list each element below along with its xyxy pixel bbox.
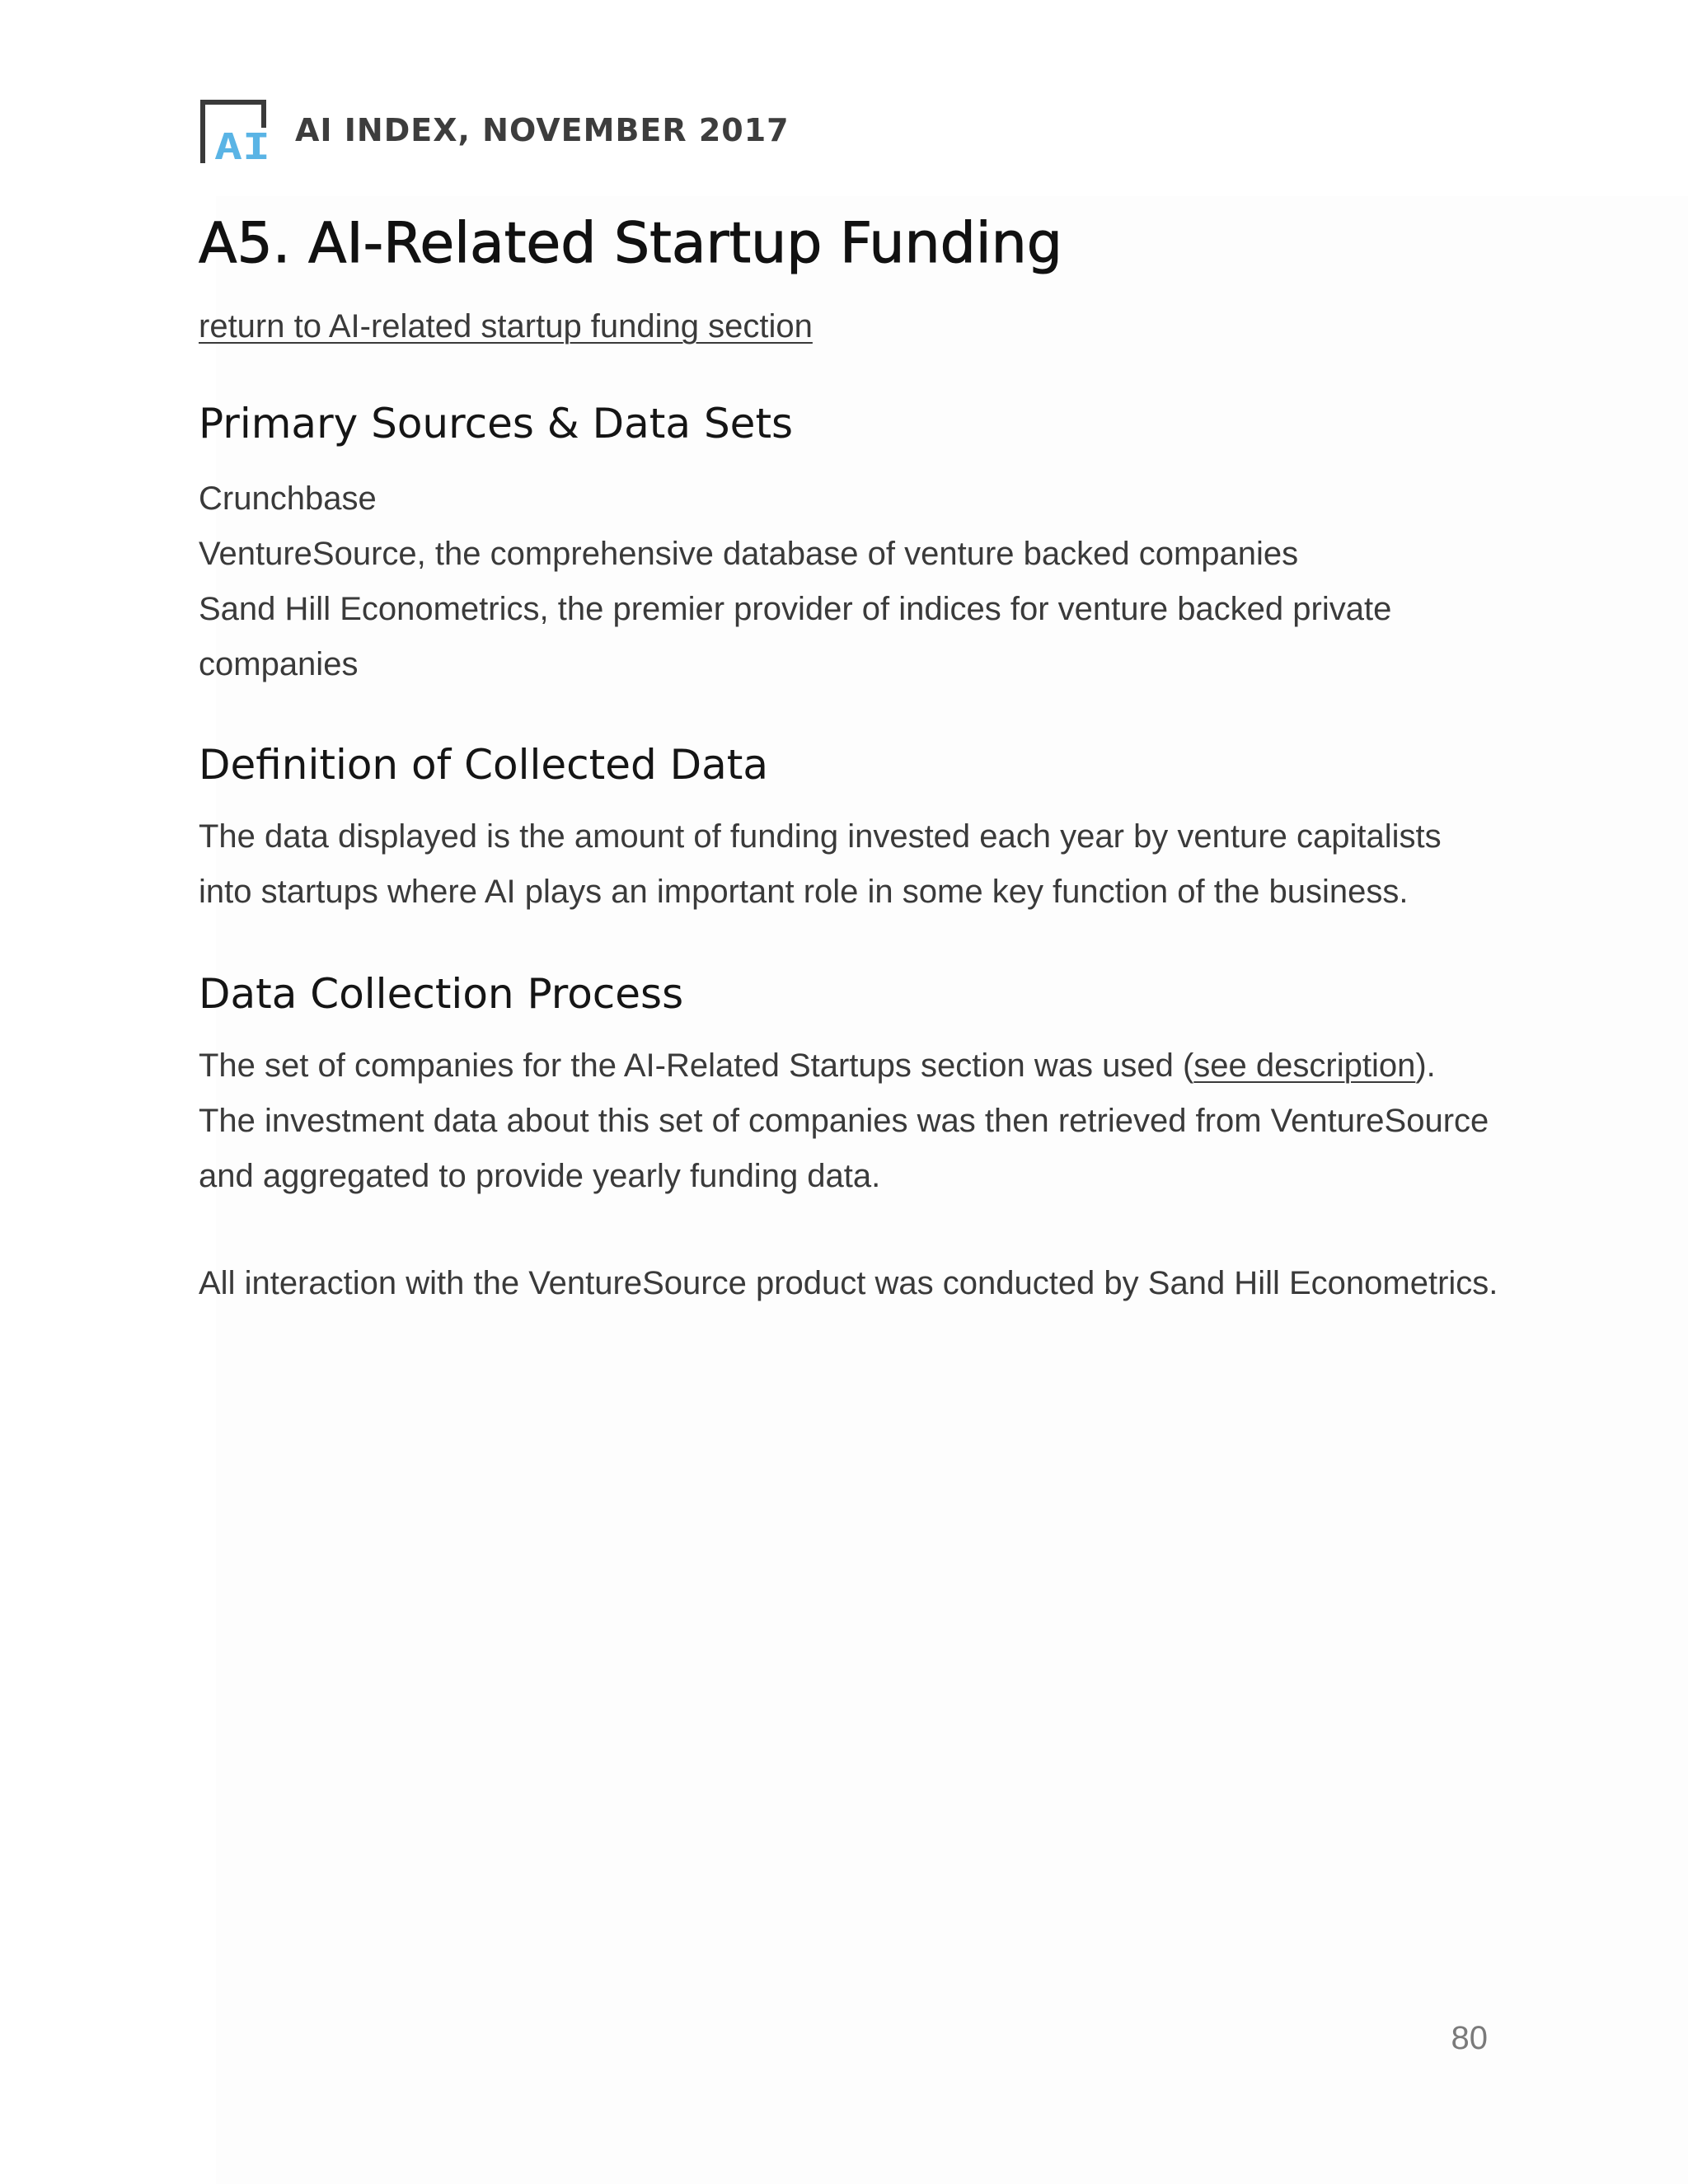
source-item: Sand Hill Econometrics, the premier provider of indices for venture backed private companies: [199, 591, 1392, 682]
source-item: VentureSource, the comprehensive database of venture backed companies: [199, 536, 1299, 572]
process-text-before-link: The set of companies for the AI-Related Startups section was used (: [199, 1047, 1194, 1084]
process-text-after-link: ). The investment data about this set of companies was then retrieved from VentureSource and aggregated to provide yearly funding data.: [199, 1047, 1489, 1194]
source-item: Crunchbase: [199, 480, 377, 517]
see-description-link[interactable]: see description: [1193, 1047, 1416, 1084]
return-to-section-link[interactable]: return to AI-related startup funding section: [199, 308, 813, 344]
report-title: AI INDEX, NOVEMBER 2017: [295, 112, 790, 148]
definition-section: [199, 738, 1501, 920]
interaction-paragraph: All interaction with the VentureSource product was conducted by Sand Hill Econometrics.: [199, 1265, 1498, 1301]
process-heading: Data Collection Process: [199, 970, 684, 1018]
report-header: [198, 97, 790, 163]
logo-text: AI: [214, 126, 270, 163]
main-content: [199, 206, 1501, 1311]
definition-paragraph: The data displayed is the amount of funding invested each year by venture capitalists into startups where AI plays an important role in some key function of the business.: [199, 818, 1442, 910]
ai-index-logo: [198, 97, 272, 163]
process-section: [199, 968, 1501, 1311]
primary-sources-section: [199, 397, 1501, 692]
page-title: A5. AI-Related Startup Funding: [199, 211, 1062, 276]
primary-sources-heading: Primary Sources & Data Sets: [199, 400, 794, 448]
process-paragraph: [199, 1038, 1501, 1204]
page-number: 80: [1451, 2020, 1488, 2056]
source-list: [199, 471, 1501, 692]
definition-heading: Definition of Collected Data: [199, 741, 769, 789]
